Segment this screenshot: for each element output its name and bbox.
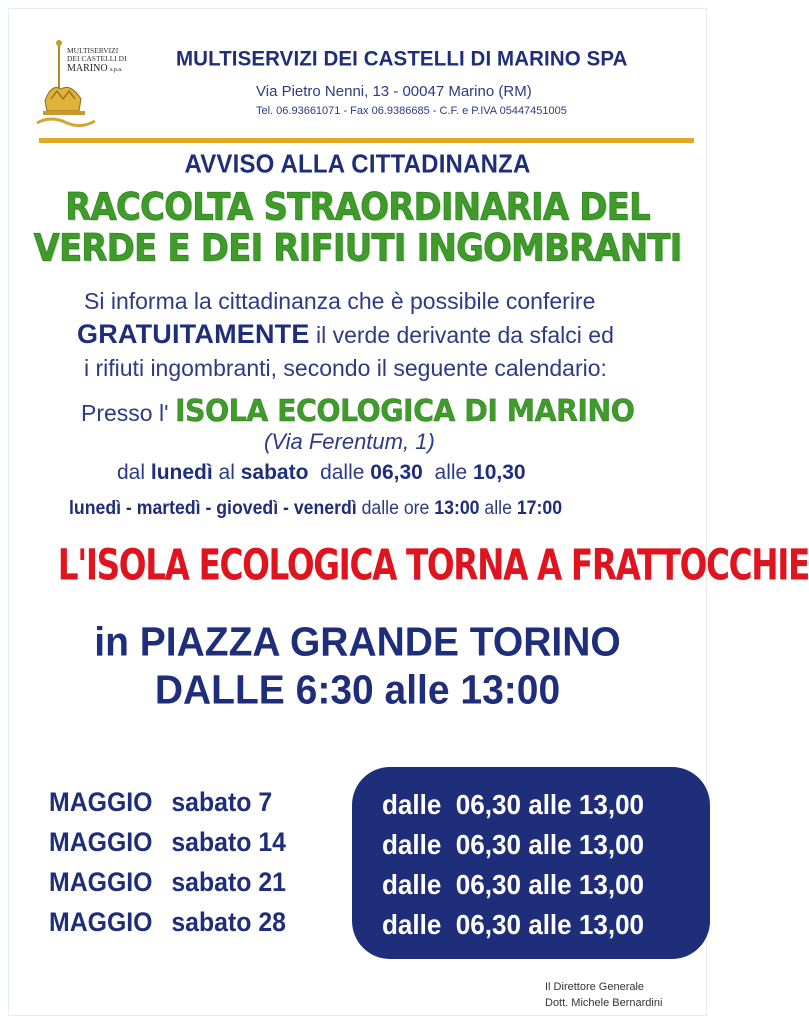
announcement-place: in PIAZZA GRANDE TORINO <box>94 619 621 666</box>
signature-block <box>545 979 662 1011</box>
schedule-row: MAGGIO sabato 7 <box>49 787 273 817</box>
notice-title-line-2: VERDE E DEI RIFIUTI INGOMBRANTI <box>33 226 682 270</box>
schedule-hours: dalle 06,30 alle 13,00 <box>382 789 645 820</box>
company-address: Via Pietro Nenni, 13 - 00047 Marino (RM) <box>256 83 532 100</box>
header-divider <box>39 138 694 143</box>
company-contacts: Tel. 06.93661071 - Fax 06.9386685 - C.F. e P.IVA 05447451005 <box>256 105 567 117</box>
announcement-time: DALLE 6:30 alle 13:00 <box>154 667 561 714</box>
collection-point-line: Presso l' ISOLA ECOLOGICA DI MARINO <box>81 394 635 429</box>
signature-name: Dott. Michele Bernardini <box>545 997 663 1009</box>
schedule-hours: dalle 06,30 alle 13,00 <box>382 829 645 860</box>
schedule-row: MAGGIO sabato 28 <box>49 907 286 937</box>
collection-point-address: (Via Ferentum, 1) <box>264 429 435 454</box>
notice-paragraph-line-2: GRATUITAMENTE il verde derivante da sfalci ed <box>77 319 614 349</box>
schedule-row: MAGGIO sabato 21 <box>49 867 286 897</box>
notice-title-line-1: RACCOLTA STRAORDINARIA DEL <box>65 185 650 229</box>
notice-paragraph-line-3: i rifiuti ingombranti, secondo il seguente calendario: <box>84 355 607 381</box>
notice-heading: AVVISO ALLA CITTADINANZA <box>184 149 531 180</box>
free-of-charge-emphasis: GRATUITAMENTE <box>77 319 310 349</box>
schedule-hours: dalle 06,30 alle 13,00 <box>382 909 645 940</box>
signature-role: Il Direttore Generale <box>545 981 645 993</box>
collection-point-name: ISOLA ECOLOGICA DI MARINO <box>174 394 635 429</box>
company-name: MULTISERVIZI DEI CASTELLI DI MARINO SPA <box>176 46 628 71</box>
schedule-hours: dalle 06,30 alle 13,00 <box>382 869 645 900</box>
flyer-page <box>8 8 809 1016</box>
announcement-title: L'ISOLA ECOLOGICA TORNA A FRATTOCCHIE <box>57 540 809 590</box>
schedule-hours-panel <box>352 767 710 959</box>
logo-wordmark: MULTISERVIZI DEI CASTELLI DI MARINO s.p.a. <box>67 46 127 74</box>
notice-paragraph-line-1: Si informa la cittadinanza che è possibile conferire <box>84 288 596 314</box>
schedule-dates <box>49 787 307 947</box>
opening-hours-morning: dal lunedì al sabato dalle 06,30 alle 10,30 <box>117 461 526 484</box>
opening-hours-afternoon: lunedì - martedì - giovedì - venerdì dalle ore 13:00 alle 17:00 <box>69 498 563 519</box>
schedule-row: MAGGIO sabato 14 <box>49 827 286 857</box>
